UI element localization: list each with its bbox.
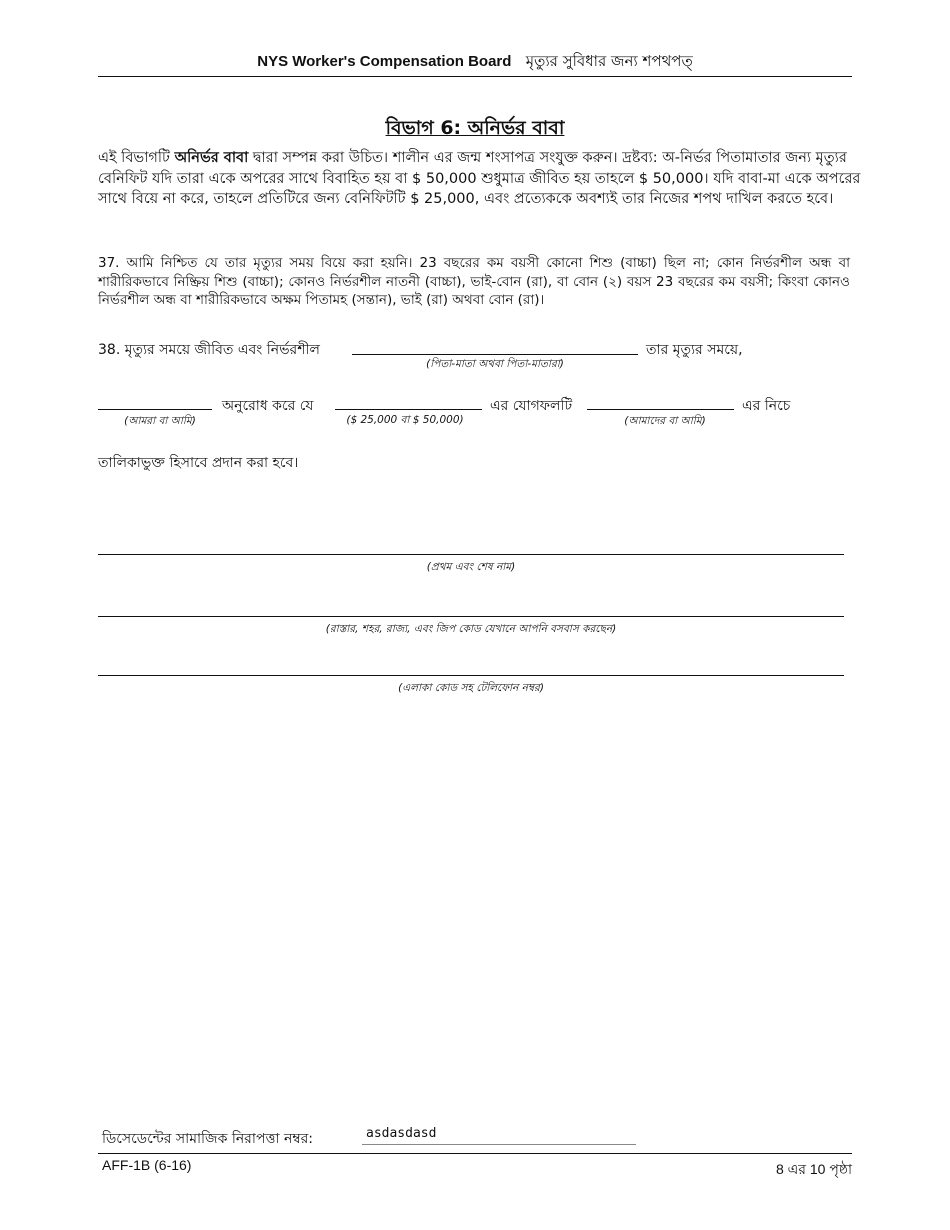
intro-paragraph — [98, 148, 868, 210]
item-37-statement: 37. আমি নিশ্চিত যে তার মৃত্যুর সময় বিয়ে করা হয়নি। 23 বছরের কম বয়সী কোনো শিশু (বাচ্চা) ছিল না; কোন নির্ভরশীল অন্ধ বা শারীরিকভাবে নিষ্ক্রিয় শিশু (বাচ্চা); কোনও নির্ভরশীল নাতনী (বাচ্চা), ভাই-বোন (রা), বা বোন (২) বয়স 23 বছরের কম বয়সী; কিংবা কোনও নির্ভরশীল অন্ধ বা শারীরিকভাবে অক্ষম পিতামহ (সন্তান), ভাই (রা) অথবা বোন (রা)। — [98, 255, 850, 308]
phone-caption: (এলাকা কোড সহ টেলিফোন নম্বর) — [398, 682, 544, 694]
sum-text: এর যোগফলটি — [490, 398, 573, 414]
ssn-input-underline — [362, 1144, 636, 1145]
listed-text: তালিকাভুক্ত হিসাবে প্রদান করা হবে। — [98, 455, 299, 471]
intro-text-start: এই বিভাগটি — [98, 150, 175, 166]
footer-rule — [98, 1153, 852, 1154]
parent-input-line[interactable] — [352, 354, 638, 355]
document-title: মৃত্যুর সুবিধার জন্য শপথপত্ — [525, 52, 693, 70]
header-rule — [98, 76, 852, 77]
page-header — [98, 50, 852, 75]
our-or-my-caption: (আমাদের বা আমি) — [624, 415, 706, 427]
form-id: AFF-1B (6-16) — [102, 1157, 192, 1173]
address-caption: (রাস্তার, শহর, রাজ্য, এবং জিপ কোড যেখানে আপনি বসবাস করছেন) — [325, 623, 617, 635]
parent-caption: (পিতা-মাতা অথবা পিতা-মাতারা) — [426, 358, 564, 370]
below-text: এর নিচে — [742, 398, 791, 414]
ssn-label: ডিসেডেন্টের সামাজিক নিরাপত্তা নম্বর: — [102, 1131, 313, 1147]
page-number: 8 এর 10 পৃষ্ঠা — [775, 1161, 852, 1177]
intro-text-rest: দ্বারা সম্পন্ন করা উচিত। শালীন এর জন্ম শংসাপত্র সংযুক্ত করুন। দ্রষ্টব্য: অ-নির্ভর পিতামাতার জন্য মৃত্যুর বেনিফিট যদি তারা একে অপরের সাথে বিবাহিত হয় বা $ 50,000 শুধুমাত্র জীবিত হয় তাহলে $ 50,000। যদি বাবা-মা একে অপরের সাথে বিয়ে না করে, তাহলে প্রতিটিরে জন্য বেনিফিটটি $ 25,000, এবং প্রত্যেককে অবশ্যই তার নিজের শপথ দাখিল করতে হবে। — [98, 150, 861, 207]
address-input-line[interactable] — [98, 616, 844, 617]
section-title: বিভাগ 6: অনির্ভর বাবা — [385, 117, 565, 139]
we-or-i-input-line[interactable] — [98, 409, 212, 410]
phone-input-line[interactable] — [98, 675, 844, 676]
name-caption: (প্রথম এবং শেষ নাম) — [426, 561, 516, 573]
requests-text: অনুরোধ করে যে — [222, 398, 314, 414]
org-name: NYS Worker's Compensation Board — [257, 53, 512, 70]
item-38-after-parent: তার মৃত্যুর সময়ে, — [646, 342, 743, 358]
name-input-line[interactable] — [98, 554, 844, 555]
our-or-my-input-line[interactable] — [587, 409, 734, 410]
intro-bold-text: অনির্ভর বাবা — [174, 150, 249, 166]
amount-caption: ($ 25,000 বা $ 50,000) — [346, 414, 464, 426]
item-38-lead: 38. মৃত্যুর সময়ে জীবিত এবং নির্ভরশীল — [98, 342, 320, 358]
ssn-input[interactable]: asdasdasd — [366, 1126, 437, 1141]
amount-input-line[interactable] — [335, 409, 482, 410]
we-or-i-caption: (আমরা বা আমি) — [124, 415, 196, 427]
